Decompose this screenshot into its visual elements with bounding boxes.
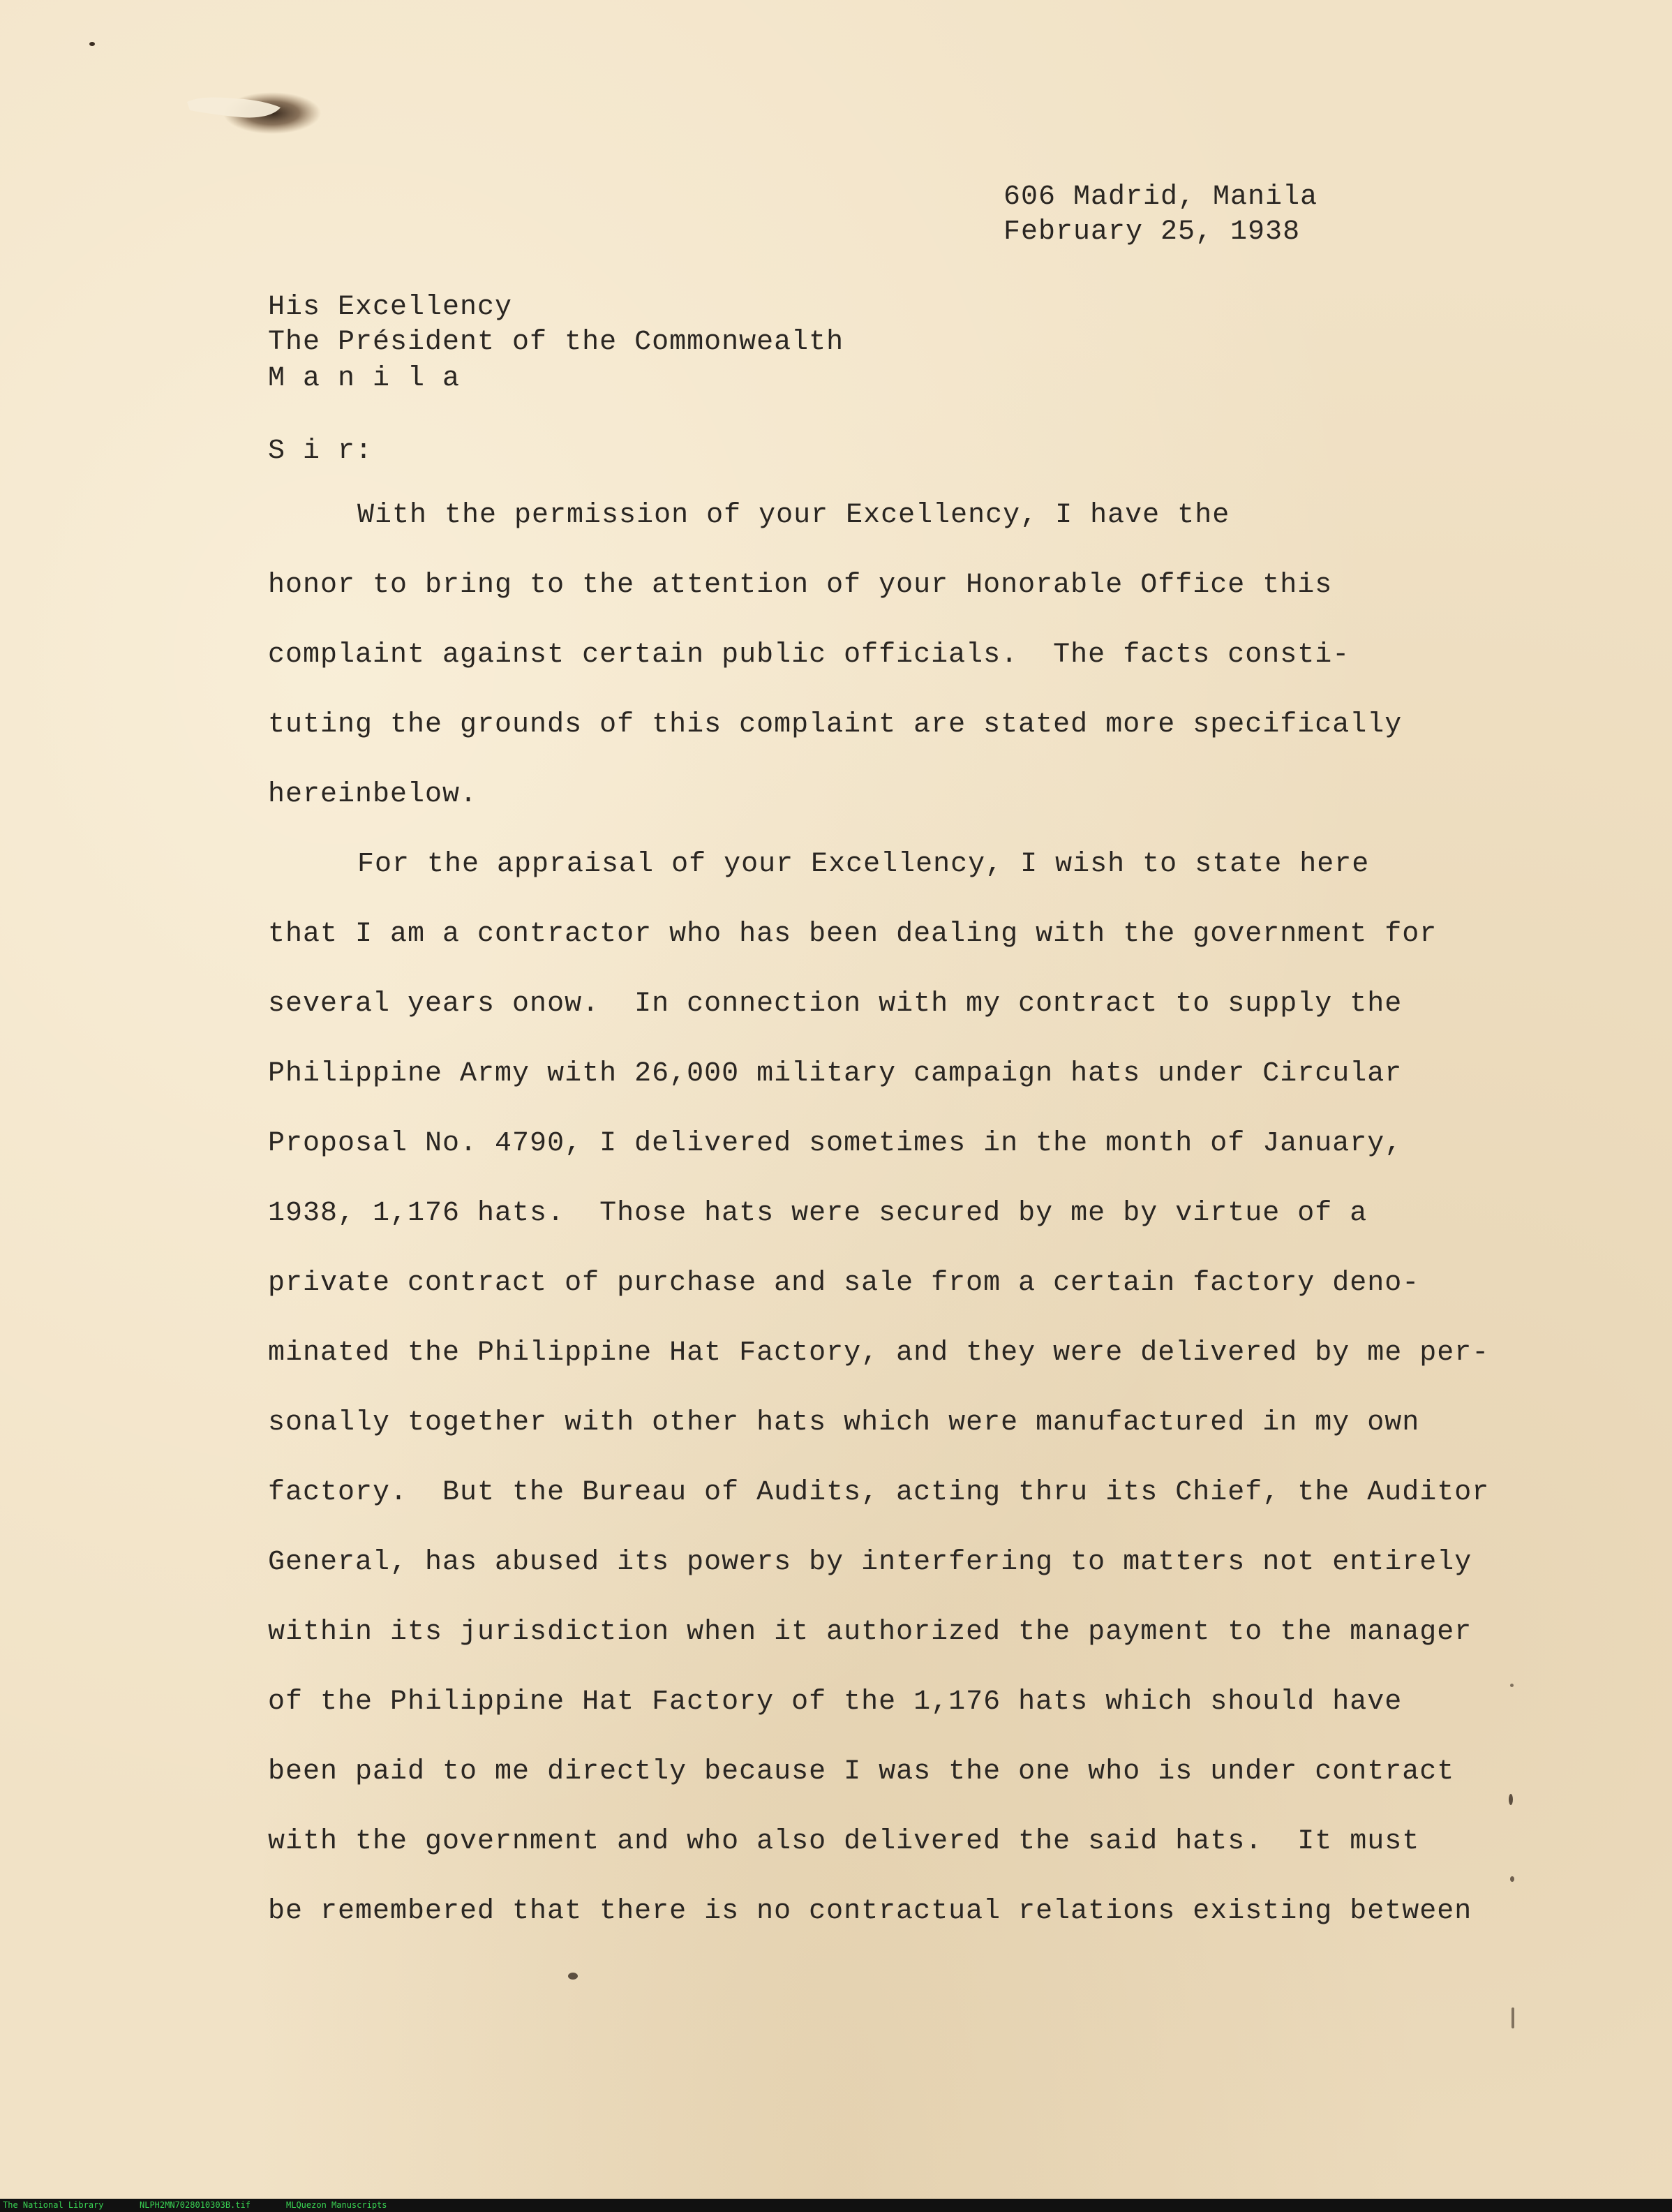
recipient-line: His Excellency xyxy=(268,292,513,323)
scan-footer-bar xyxy=(0,2199,1672,2212)
body-line: With the permission of your Excellency, I have the xyxy=(357,500,1230,531)
footer-file-id: NLPH2MN7028010303B.tif xyxy=(140,2200,251,2210)
body-line: Proposal No. 4790, I delivered sometimes in the month of January, xyxy=(268,1128,1403,1159)
recipient-line: The Président of the Commonwealth xyxy=(268,327,844,358)
body-line: been paid to me directly because I was the one who is under contract xyxy=(268,1756,1455,1788)
letter-date: February 25, 1938 xyxy=(1003,216,1301,248)
sender-address: 606 Madrid, Manila xyxy=(1003,181,1318,213)
body-line: with the government and who also delivered the said hats. It must xyxy=(268,1826,1420,1857)
body-line: General, has abused its powers by interfering to matters not entirely xyxy=(268,1547,1472,1578)
body-line: hereinbelow. xyxy=(268,779,478,810)
body-line: private contract of purchase and sale from a certain factory deno- xyxy=(268,1268,1420,1299)
ink-spot xyxy=(568,1973,578,1980)
body-line: that I am a contractor who has been dealing with the government for xyxy=(268,919,1438,950)
body-line: of the Philippine Hat Factory of the 1,176 hats which should have xyxy=(268,1686,1403,1718)
body-line: sonally together with other hats which were manufactured in my own xyxy=(268,1407,1420,1439)
burn-mark xyxy=(181,84,321,140)
body-line: factory. But the Bureau of Audits, acting thru its Chief, the Auditor xyxy=(268,1477,1490,1508)
body-line: within its jurisdiction when it authorized the payment to the manager xyxy=(268,1617,1472,1648)
ink-spot xyxy=(89,42,95,46)
body-line: tuting the grounds of this complaint are stated more specifically xyxy=(268,709,1403,741)
body-line: honor to bring to the attention of your Honorable Office this xyxy=(268,570,1333,601)
body-line: several years onow. In connection with my contract to supply the xyxy=(268,988,1403,1020)
body-line: minated the Philippine Hat Factory, and they were delivered by me per- xyxy=(268,1337,1490,1369)
footer-library: The National Library xyxy=(3,2200,104,2210)
body-line: For the appraisal of your Excellency, I wish to state here xyxy=(357,849,1370,880)
ink-spot xyxy=(1509,1794,1513,1805)
body-line: Philippine Army with 26,000 military campaign hats under Circular xyxy=(268,1058,1403,1090)
salutation: S i r: xyxy=(268,436,373,467)
body-line: be remembered that there is no contractual relations existing between xyxy=(268,1896,1472,1927)
body-line: complaint against certain public officials. The facts consti- xyxy=(268,639,1350,671)
body-line: 1938, 1,176 hats. Those hats were secured by me by virtue of a xyxy=(268,1198,1368,1229)
ink-spot xyxy=(1510,1876,1514,1882)
ink-spot xyxy=(1511,2007,1514,2028)
ink-spot xyxy=(1510,1684,1514,1687)
recipient-line: M a n i l a xyxy=(268,363,461,394)
footer-collection: MLQuezon Manuscripts xyxy=(286,2200,387,2210)
